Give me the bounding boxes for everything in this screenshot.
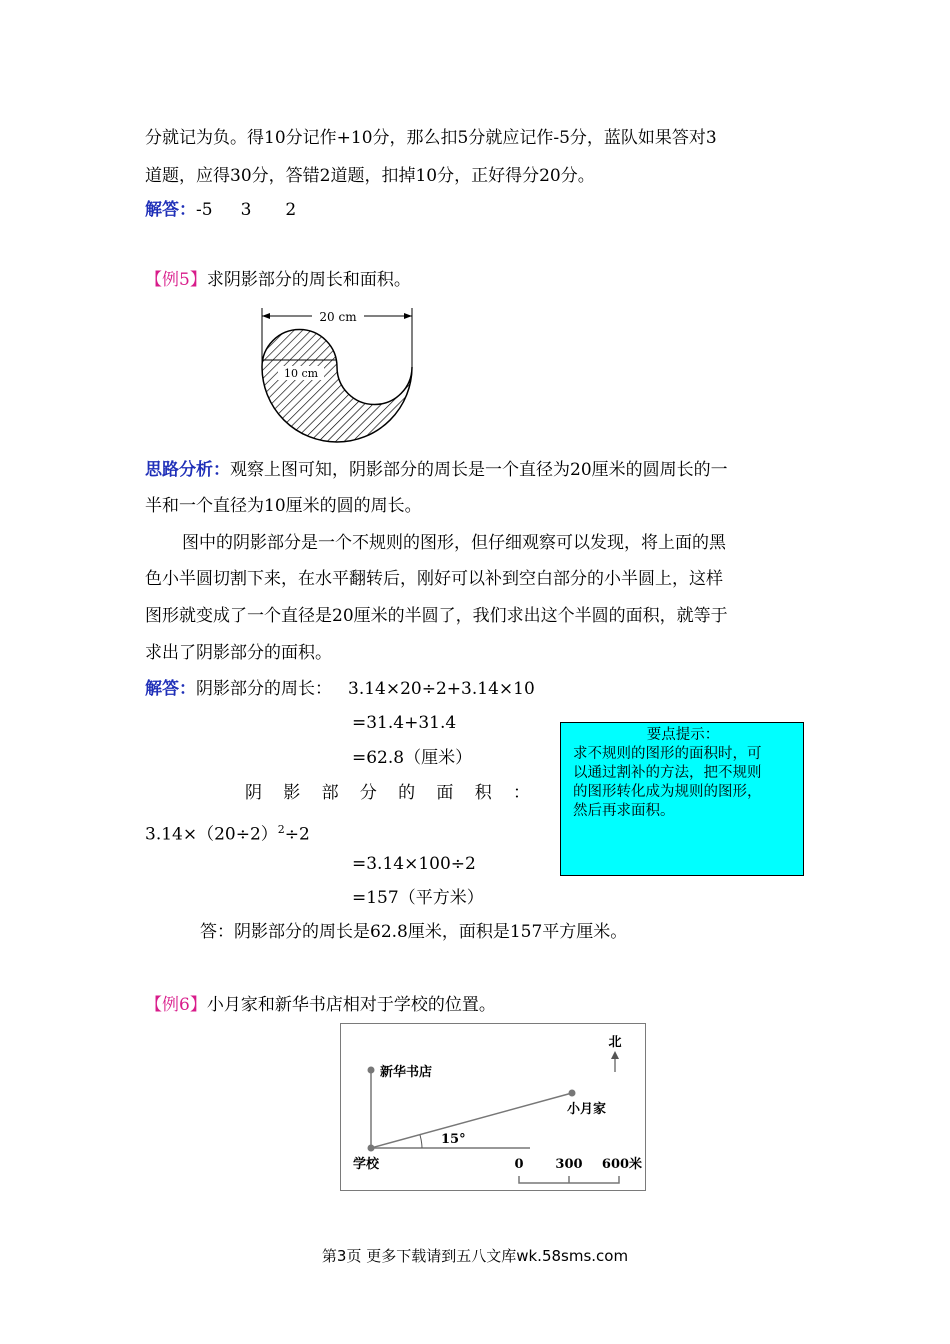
home-dot: [569, 1090, 576, 1097]
solution-label: 解答：: [145, 679, 196, 699]
arrowhead-left: [262, 313, 270, 319]
arrowhead-right: [404, 313, 412, 319]
area-label-char: 分: [359, 783, 377, 803]
example6-map: [340, 1023, 646, 1191]
school-dot: [368, 1145, 375, 1152]
analysis-label: 思路分析：: [145, 460, 230, 480]
example6-tag: 【例6】: [145, 995, 207, 1015]
area-label-row: [245, 783, 530, 803]
angle-label: 15°: [441, 1132, 466, 1147]
analysis-line: [145, 460, 728, 480]
example5-tag: 【例5】: [145, 270, 207, 290]
paragraph-line: 道题，应得30分，答错2道题，扣掉10分，正好得分20分。: [145, 166, 595, 186]
bookstore-label: 新华书店: [380, 1065, 433, 1080]
area-expression-part: ÷2: [284, 824, 310, 845]
final-answer: 答：阴影部分的周长是62.8厘米，面积是157平方厘米。: [200, 922, 628, 942]
area-exponent: 2: [277, 823, 285, 836]
shaded-region: [262, 330, 412, 443]
example6-heading: [145, 995, 496, 1015]
area-expression-part: 3.14×（20÷2）: [145, 824, 278, 845]
example6-question: 小月家和新华书店相对于学校的位置。: [206, 995, 496, 1015]
answer-line: [145, 200, 296, 220]
perimeter-label: 阴影部分的周长：: [196, 679, 332, 699]
area-expression: [145, 820, 310, 845]
answer-label: 解答：: [145, 200, 196, 220]
area-label-char: 的: [398, 783, 416, 803]
school-label: 学校: [353, 1157, 380, 1172]
example5-question: 求阴影部分的周长和面积。: [206, 270, 411, 290]
bookstore-dot: [368, 1067, 375, 1074]
analysis-line: 半和一个直径为10厘米的圆的周长。: [145, 496, 422, 516]
example5-figure: [252, 304, 432, 454]
perimeter-step: =31.4+31.4: [352, 713, 457, 733]
hint-title: 要点提示：: [646, 727, 720, 743]
area-label-char: 影: [283, 783, 301, 803]
north-label: 北: [608, 1035, 622, 1050]
area-step: =3.14×100÷2: [352, 854, 476, 874]
paragraph-line: 色小半圆切割下来，在水平翻转后，刚好可以补到空白部分的小半圆上，这样: [145, 569, 723, 589]
hint-line: 的图形转化成为规则的图形，: [573, 784, 762, 800]
answer-value: 2: [285, 200, 297, 220]
scale-label-600: 600米: [601, 1157, 643, 1172]
area-label-char: ：: [512, 783, 530, 803]
scale-label-300: 300: [555, 1157, 583, 1172]
example5-heading: [145, 270, 411, 290]
area-label-char: 部: [321, 783, 339, 803]
hint-line: 以通过割补的方法，把不规则: [573, 765, 762, 781]
hint-box: [560, 722, 804, 876]
analysis-text: 观察上图可知，阴影部分的周长是一个直径为20厘米的圆周长的一: [230, 460, 728, 480]
home-label: 小月家: [567, 1102, 607, 1117]
paragraph-line: 求出了阴影部分的面积。: [145, 643, 332, 663]
answer-value: -5: [196, 200, 213, 220]
scale-label-0: 0: [514, 1157, 524, 1172]
answer-value: 3: [240, 200, 252, 220]
perimeter-expression: 3.14×20÷2+3.14×10: [348, 679, 535, 699]
area-label-char: 面: [436, 783, 454, 803]
label-10cm: 10 cm: [283, 367, 319, 380]
hint-line: 求不规则的图形的面积时，可: [573, 746, 762, 762]
hint-line: 然后再求面积。: [573, 803, 675, 819]
label-20cm: 20 cm: [319, 310, 357, 324]
paragraph-line: 图中的阴影部分是一个不规则的图形，但仔细观察可以发现，将上面的黑: [182, 533, 726, 553]
paragraph-line: 图形就变成了一个直径是20厘米的半圆了，我们求出这个半圆的面积，就等于: [145, 606, 728, 626]
area-label-char: 积: [474, 783, 492, 803]
area-label-char: 阴: [245, 783, 262, 803]
area-step: =157（平方米）: [352, 888, 484, 908]
paragraph-line: 分就记为负。得10分记作+10分，那么扣5分就应记作-5分，蓝队如果答对3: [145, 128, 717, 148]
solution-line: [145, 679, 535, 699]
perimeter-step: =62.8（厘米）: [352, 748, 473, 768]
page-footer: 第3页 更多下载请到五八文库wk.58sms.com: [321, 1247, 629, 1265]
